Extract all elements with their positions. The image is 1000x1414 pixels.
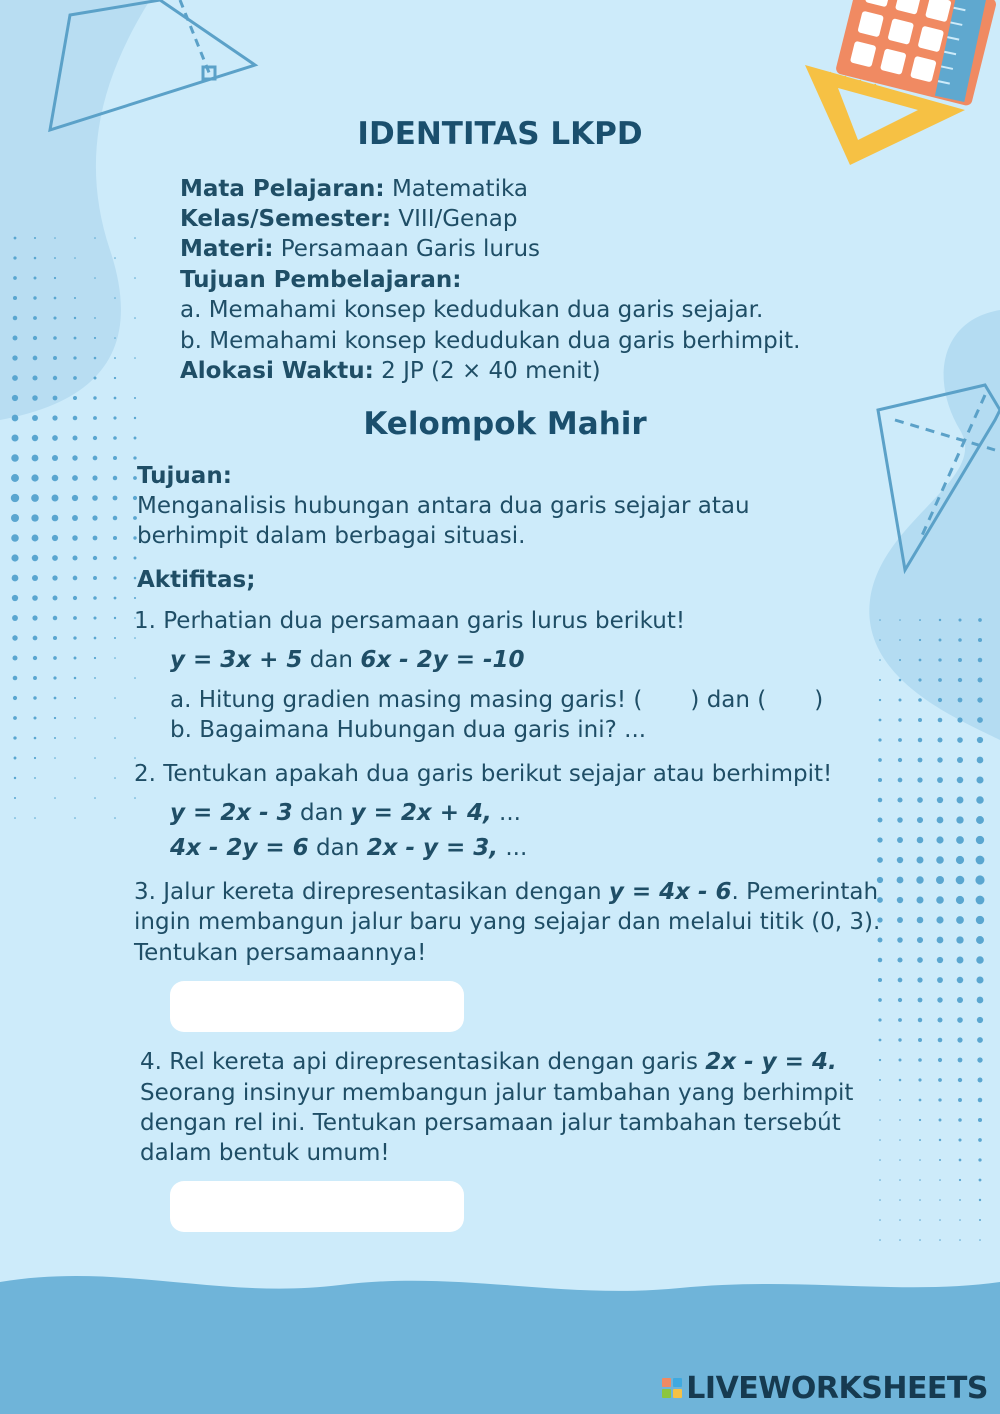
purpose-line-2: berhimpit dalam berbagai situasi. xyxy=(137,523,526,549)
q2-l1-conj: dan xyxy=(292,800,351,826)
q1-eq2: 6x - 2y = -10 xyxy=(360,647,525,673)
q3-line1-post: . Pemerintah xyxy=(731,879,879,905)
q1-equations xyxy=(170,645,525,675)
q1-a-end: ) xyxy=(814,687,824,713)
q4-line-2: Seorang insinyur membangun jalur tambahan yang berhimpit xyxy=(140,1080,854,1106)
material-line xyxy=(180,234,540,264)
q4-line-4: dalam bentuk umum! xyxy=(140,1140,390,1166)
q1-prompt: 1. Perhatian dua persamaan garis lurus berikut! xyxy=(134,608,686,634)
q2-l2-eq1: 4x - 2y = 6 xyxy=(170,835,309,861)
q4-line-1 xyxy=(140,1047,837,1077)
liveworksheets-logo xyxy=(662,1370,988,1406)
purpose-line-1: Menganalisis hubungan antara dua garis sejajar atau xyxy=(137,493,750,519)
purpose-label: Tujuan: xyxy=(137,463,232,489)
goal-label: Tujuan Pembelajaran: xyxy=(180,267,462,293)
q3-equation: y = 4x - 6 xyxy=(608,879,732,905)
q2-line-1 xyxy=(170,798,521,828)
q1-a-mid: ) dan ( xyxy=(690,687,767,713)
class-value: VIII/Genap xyxy=(391,206,518,232)
class-line xyxy=(180,204,517,234)
time-label: Alokasi Waktu: xyxy=(180,358,374,384)
subject-value: Matematika xyxy=(384,176,528,202)
q4-answer-input[interactable] xyxy=(170,1181,464,1232)
class-label: Kelas/Semester: xyxy=(180,206,392,232)
q1-eq1: y = 3x + 5 xyxy=(170,647,303,673)
q1-a-text: a. Hitung gradien masing masing garis! ( xyxy=(170,687,643,713)
logo-text: LIVEWORKSHEETS xyxy=(686,1370,988,1406)
activities-label: Aktifitas; xyxy=(137,567,256,593)
q2-l2-eq2: 2x - y = 3, xyxy=(366,835,499,861)
q1-part-a xyxy=(170,685,823,715)
q2-line-2 xyxy=(170,833,527,863)
q1-conj: dan xyxy=(302,647,361,673)
q3-line-2: ingin membangun jalur baru yang sejajar dan melalui titik (0, 3). xyxy=(134,909,881,935)
q3-line-3: Tentukan persamaannya! xyxy=(134,940,427,966)
group-title: Kelompok Mahir xyxy=(363,406,647,442)
identity-title: IDENTITAS LKPD xyxy=(357,116,643,152)
material-value: Persamaan Garis lurus xyxy=(273,236,541,262)
q2-l1-tail: ... xyxy=(491,800,521,826)
material-label: Materi: xyxy=(180,236,274,262)
q2-l2-tail: ... xyxy=(498,835,528,861)
liveworksheets-logo-icon xyxy=(662,1378,682,1398)
subject-label: Mata Pelajaran: xyxy=(180,176,385,202)
q4-line1-pre: 4. Rel kereta api direpresentasikan dengan garis xyxy=(140,1049,706,1075)
q3-line-1 xyxy=(134,877,878,907)
q4-equation: 2x - y = 4. xyxy=(705,1049,837,1075)
q2-prompt: 2. Tentukan apakah dua garis berikut sejajar atau berhimpit! xyxy=(134,761,833,787)
q3-line1-pre: 3. Jalur kereta direpresentasikan dengan xyxy=(134,879,609,905)
q2-l1-eq2: y = 2x + 4, xyxy=(350,800,492,826)
q3-answer-input[interactable] xyxy=(170,981,464,1032)
q2-l1-eq1: y = 2x - 3 xyxy=(170,800,293,826)
goal-b: b. Memahami konsep kedudukan dua garis berhimpit. xyxy=(180,328,801,354)
q4-line-3: dengan rel ini. Tentukan persamaan jalur tambahan tersebút xyxy=(140,1110,841,1136)
right-blob xyxy=(869,310,1000,740)
subject-line xyxy=(180,174,528,204)
time-value: 2 JP (2 × 40 menit) xyxy=(373,358,601,384)
time-line xyxy=(180,356,601,386)
goal-a: a. Memahami konsep kedudukan dua garis sejajar. xyxy=(180,297,764,323)
q2-l2-conj: dan xyxy=(308,835,367,861)
q1-part-b: b. Bagaimana Hubungan dua garis ini? ... xyxy=(170,717,647,743)
